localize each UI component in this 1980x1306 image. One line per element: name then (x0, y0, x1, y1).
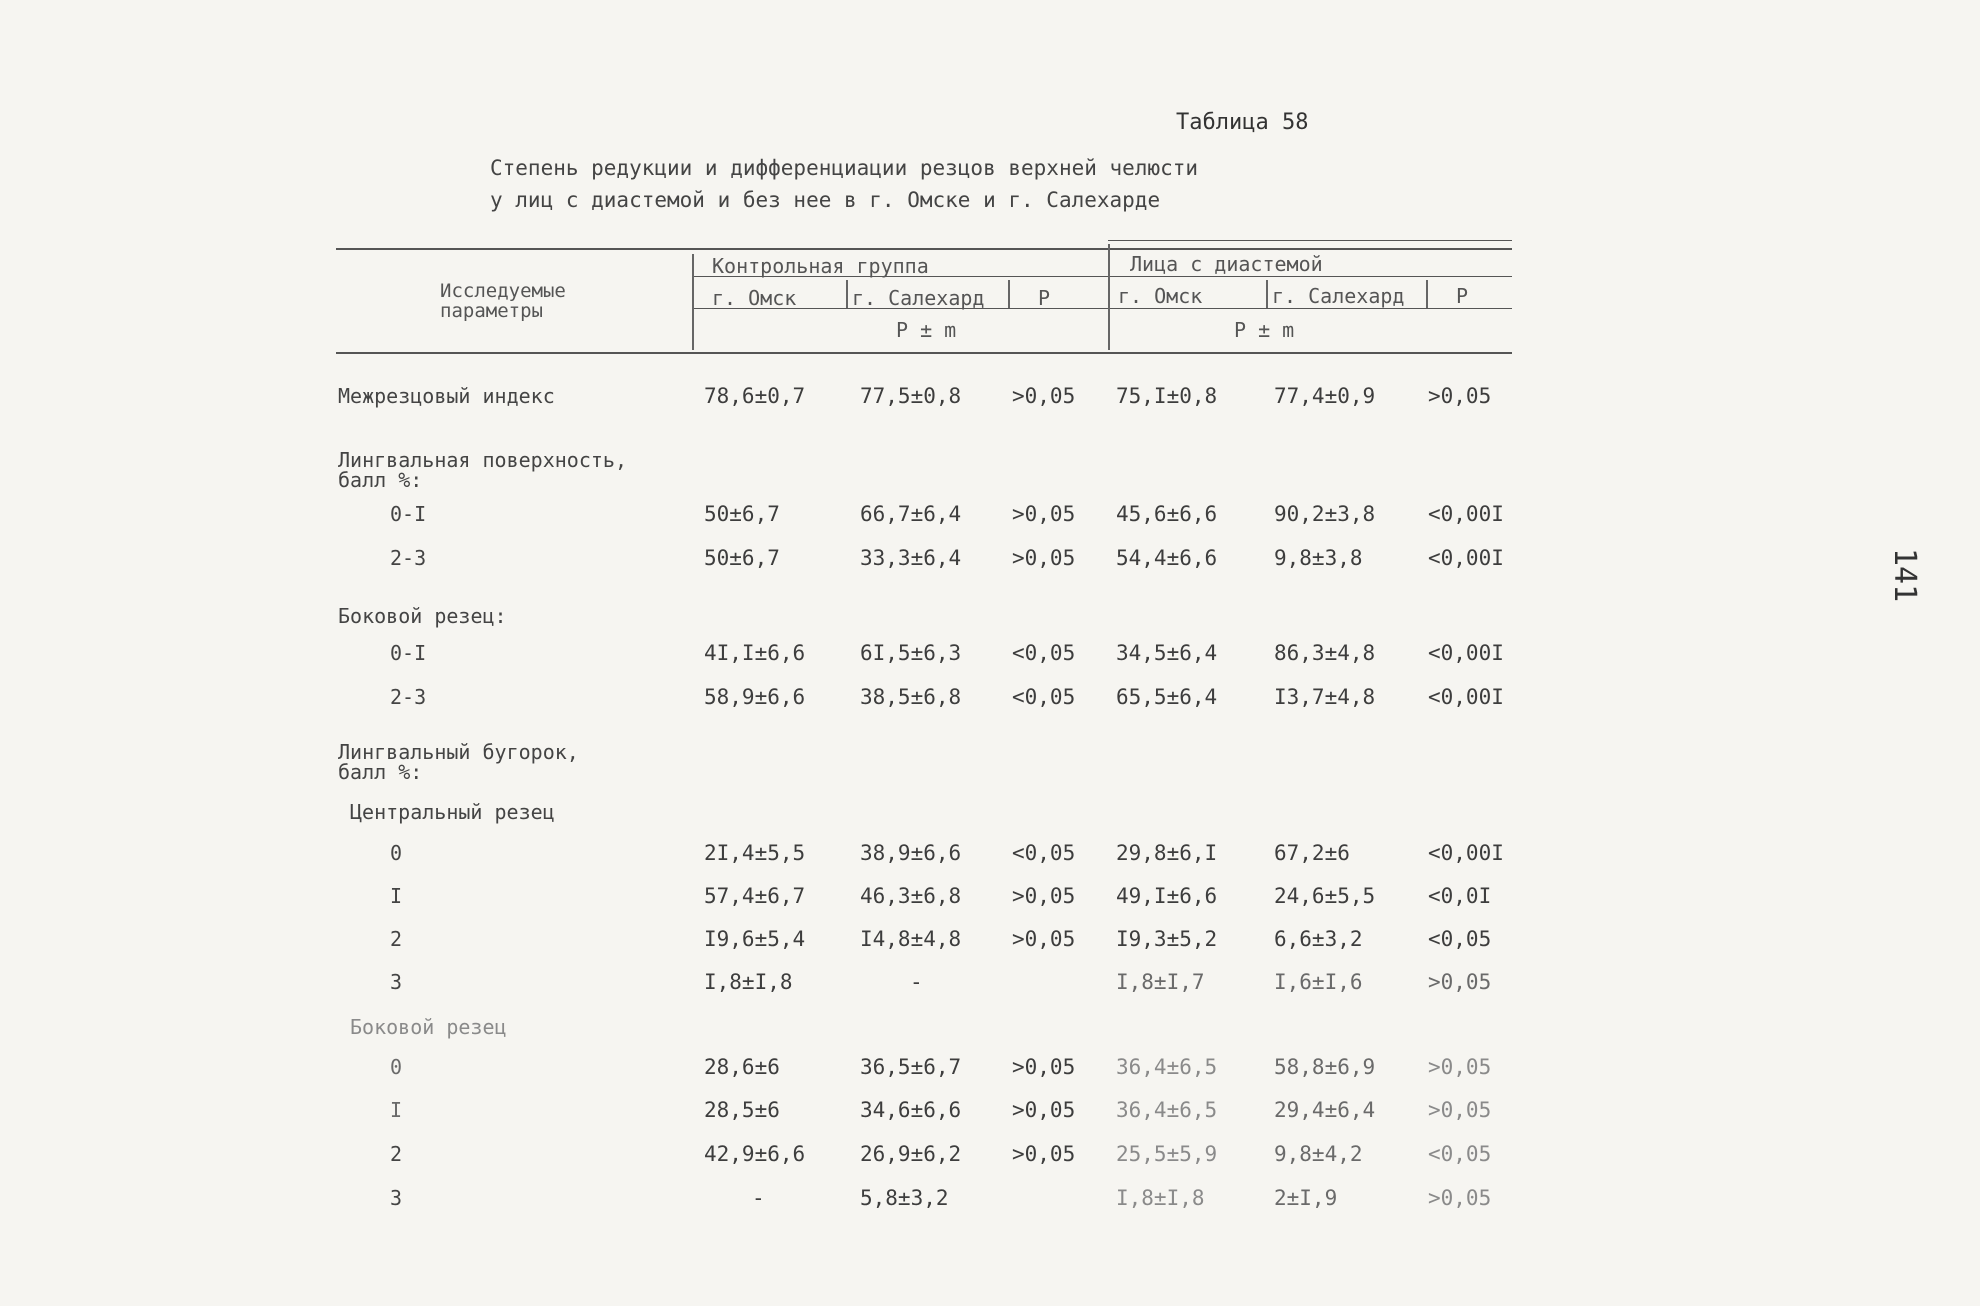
row-label: 2-3 (390, 685, 427, 709)
cell-c4: 45,6±6,6 (1116, 502, 1218, 526)
table-row (0, 685, 1980, 715)
cell-c4: 29,8±6,I (1116, 841, 1218, 865)
header-col-p-2: Р (1456, 284, 1469, 308)
table-row (0, 641, 1980, 671)
cell-c5: I3,7±4,8 (1274, 685, 1376, 709)
table-row (0, 1098, 1980, 1128)
header-col-salekhard-2: г. Салехард (1272, 284, 1405, 308)
row-label: 2 (390, 1142, 403, 1166)
row-label: 3 (390, 1186, 403, 1210)
cell-c3: <0,05 (1012, 641, 1076, 665)
table-row (0, 841, 1980, 871)
header-group-control: Контрольная группа (712, 254, 929, 278)
cell-c6: <0,05 (1428, 927, 1492, 951)
cell-c6: <0,0I (1428, 884, 1492, 908)
table-caption-line-1: Степень редукции и дифференциации резцов верхней челюсти (490, 156, 1199, 180)
page-number: 141 (1887, 548, 1922, 603)
table-label: Таблица 58 (1176, 110, 1309, 135)
cell-c3: >0,05 (1012, 502, 1076, 526)
cell-c6: <0,00I (1428, 685, 1504, 709)
cell-c1: 57,4±6,7 (704, 884, 806, 908)
cell-c6: >0,05 (1428, 1055, 1492, 1079)
cell-c5: 58,8±6,9 (1274, 1055, 1376, 1079)
cell-c5: 24,6±5,5 (1274, 884, 1376, 908)
cell-c4: 34,5±6,4 (1116, 641, 1218, 665)
row-label: 2-3 (390, 546, 427, 570)
cell-c3: >0,05 (1012, 1098, 1076, 1122)
cell-c2: 6I,5±6,3 (860, 641, 962, 665)
cell-c6: >0,05 (1428, 970, 1492, 994)
cell-c2: 38,5±6,8 (860, 685, 962, 709)
cell-c1: 28,5±6 (704, 1098, 780, 1122)
cell-c2: 26,9±6,2 (860, 1142, 962, 1166)
row-label: 3 (390, 970, 403, 994)
cell-c2: 38,9±6,6 (860, 841, 962, 865)
cell-c4: 75,I±0,8 (1116, 384, 1218, 408)
cell-c1: 50±6,7 (704, 546, 780, 570)
cell-c2: 33,3±6,4 (860, 546, 962, 570)
cell-c4: I9,3±5,2 (1116, 927, 1218, 951)
cell-c4: 65,5±6,4 (1116, 685, 1218, 709)
table-row (0, 502, 1980, 532)
cell-c3: >0,05 (1012, 927, 1076, 951)
cell-c6: <0,00I (1428, 841, 1504, 865)
cell-c1: I9,6±5,4 (704, 927, 806, 951)
cell-c3: >0,05 (1012, 384, 1076, 408)
cell-c1: I,8±I,8 (704, 970, 793, 994)
cell-c6: <0,00I (1428, 641, 1504, 665)
cell-c4: 36,4±6,5 (1116, 1098, 1218, 1122)
table-row (0, 604, 1980, 634)
table-row (0, 546, 1980, 576)
header-col-omsk-2: г. Омск (1118, 284, 1203, 308)
cell-c3: >0,05 (1012, 1055, 1076, 1079)
cell-c5: 29,4±6,4 (1274, 1098, 1376, 1122)
cell-c5: 9,8±4,2 (1274, 1142, 1363, 1166)
cell-c6: <0,05 (1428, 1142, 1492, 1166)
cell-c1: 28,6±6 (704, 1055, 780, 1079)
header-group-diastema: Лица с диастемой (1130, 252, 1323, 276)
cell-c5: 90,2±3,8 (1274, 502, 1376, 526)
row-label: I (390, 884, 403, 908)
cell-c2: I4,8±4,8 (860, 927, 962, 951)
row-label: I (390, 1098, 403, 1122)
cell-c3: >0,05 (1012, 1142, 1076, 1166)
cell-c4: 25,5±5,9 (1116, 1142, 1218, 1166)
cell-c1: 78,6±0,7 (704, 384, 806, 408)
row-label-continued: балл %: (338, 468, 423, 492)
cell-c1: 2I,4±5,5 (704, 841, 806, 865)
header-col-omsk-1: г. Омск (712, 286, 797, 310)
table-row (0, 384, 1980, 414)
row-label: Лингвальная поверхность, (338, 448, 627, 472)
cell-c2: 66,7±6,4 (860, 502, 962, 526)
cell-c6: >0,05 (1428, 1098, 1492, 1122)
cell-c6: <0,00I (1428, 546, 1504, 570)
cell-c5: 86,3±4,8 (1274, 641, 1376, 665)
header-pm-control: Р ± m (896, 318, 957, 342)
cell-c6: >0,05 (1428, 1186, 1492, 1210)
cell-c1: 4I,I±6,6 (704, 641, 806, 665)
cell-c3: <0,05 (1012, 841, 1076, 865)
row-label: 2 (390, 927, 403, 951)
cell-c4: 54,4±6,6 (1116, 546, 1218, 570)
row-label: 0 (390, 841, 403, 865)
table-row (0, 1186, 1980, 1216)
row-label: Лингвальный бугорок, (338, 740, 579, 764)
header-col-salekhard-1: г. Салехард (852, 286, 985, 310)
cell-c1: - (752, 1186, 765, 1210)
row-label: 0-I (390, 641, 427, 665)
cell-c4: I,8±I,8 (1116, 1186, 1205, 1210)
table-row (0, 927, 1980, 957)
cell-c6: >0,05 (1428, 384, 1492, 408)
table-row (0, 970, 1980, 1000)
cell-c2: 5,8±3,2 (860, 1186, 949, 1210)
row-label: Центральный резец (350, 800, 555, 824)
cell-c1: 42,9±6,6 (704, 1142, 806, 1166)
cell-c5: I,6±I,6 (1274, 970, 1363, 994)
row-label: 0 (390, 1055, 403, 1079)
cell-c4: I,8±I,7 (1116, 970, 1205, 994)
cell-c1: 50±6,7 (704, 502, 780, 526)
cell-c6: <0,00I (1428, 502, 1504, 526)
cell-c2: 77,5±0,8 (860, 384, 962, 408)
header-col-p-1: Р (1038, 286, 1051, 310)
cell-c1: 58,9±6,6 (704, 685, 806, 709)
table-row (0, 1015, 1980, 1045)
cell-c5: 67,2±6 (1274, 841, 1350, 865)
row-label: Боковой резец (350, 1015, 507, 1039)
row-label: 0-I (390, 502, 427, 526)
header-pm-diastema: Р ± m (1234, 318, 1295, 342)
cell-c5: 6,6±3,2 (1274, 927, 1363, 951)
cell-c2: 46,3±6,8 (860, 884, 962, 908)
cell-c2: 36,5±6,7 (860, 1055, 962, 1079)
cell-c5: 2±I,9 (1274, 1186, 1338, 1210)
table-row (0, 448, 1980, 492)
row-label: Боковой резец: (338, 604, 507, 628)
cell-c4: 36,4±6,5 (1116, 1055, 1218, 1079)
table-row (0, 740, 1980, 784)
header-param-line-2: параметры (440, 300, 543, 322)
cell-c5: 77,4±0,9 (1274, 384, 1376, 408)
cell-c3: >0,05 (1012, 546, 1076, 570)
table-row (0, 800, 1980, 830)
cell-c4: 49,I±6,6 (1116, 884, 1218, 908)
row-label-continued: балл %: (338, 760, 423, 784)
cell-c2: - (910, 970, 923, 994)
row-label: Межрезцовый индекс (338, 384, 555, 408)
table-row (0, 1142, 1980, 1172)
table-row (0, 1055, 1980, 1085)
table-row (0, 884, 1980, 914)
cell-c3: >0,05 (1012, 884, 1076, 908)
cell-c3: <0,05 (1012, 685, 1076, 709)
table-caption-line-2: у лиц с диастемой и без нее в г. Омске и г. Салехарде (490, 188, 1161, 212)
cell-c5: 9,8±3,8 (1274, 546, 1363, 570)
header-param-line-1: Исследуемые (440, 280, 566, 302)
cell-c2: 34,6±6,6 (860, 1098, 962, 1122)
